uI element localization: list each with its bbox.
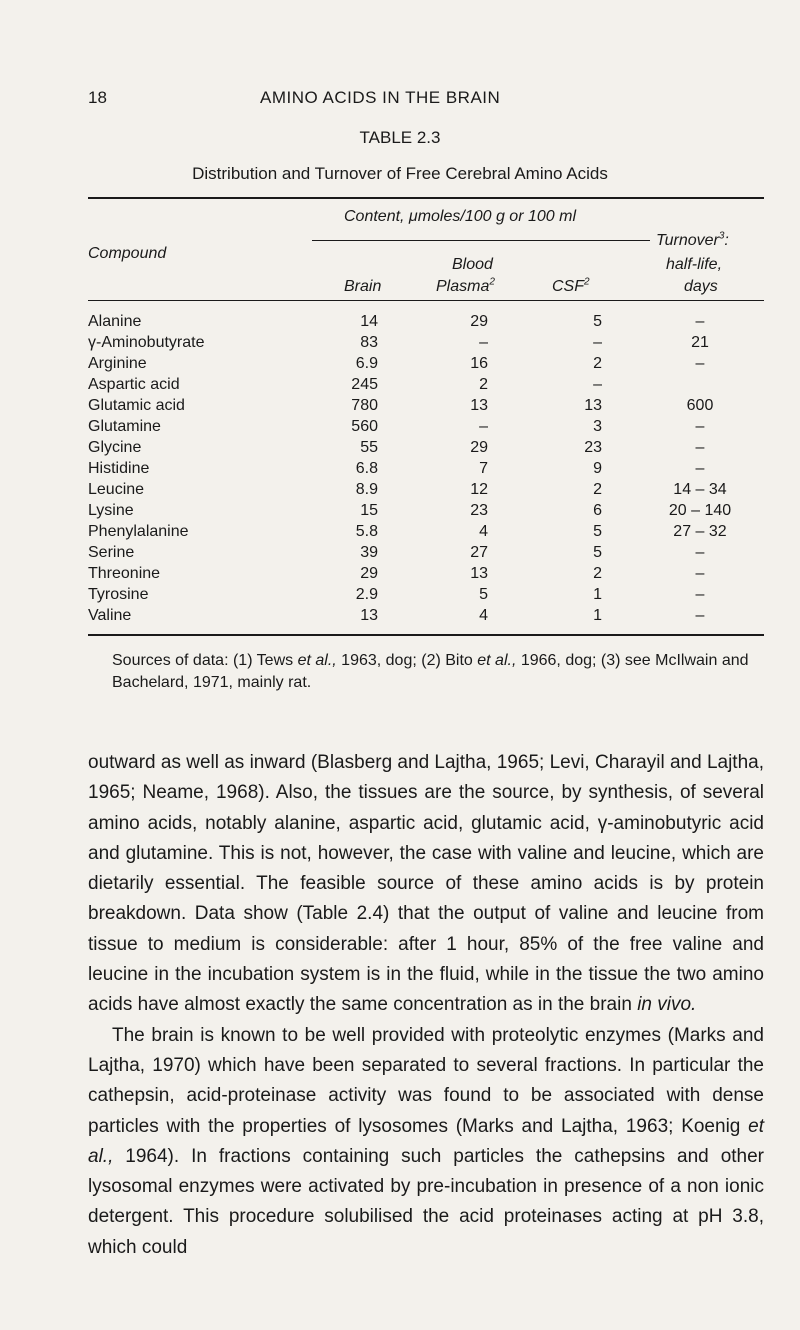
csf-cell: 5 xyxy=(593,544,602,561)
header-days: days xyxy=(684,278,718,295)
table-row xyxy=(0,439,800,460)
header-brain: Brain xyxy=(344,278,382,295)
turnover-cell: – xyxy=(695,544,705,561)
plasma-cell: 5 xyxy=(479,586,488,603)
brain-cell: 780 xyxy=(351,397,378,414)
table-row xyxy=(0,355,800,376)
table-bottom-rule xyxy=(88,634,764,636)
csf-cell: 13 xyxy=(584,397,602,414)
compound-cell: Serine xyxy=(88,544,135,561)
compound-cell: γ-Aminobutyrate xyxy=(88,334,205,351)
header-blood: Blood xyxy=(452,256,493,273)
brain-cell: 6.9 xyxy=(355,355,378,372)
plasma-cell: 2 xyxy=(479,376,488,393)
table-row xyxy=(0,376,800,397)
paragraph: outward as well as inward (Blasberg and Lajtha, 1965; Levi, Charayil and Lajtha, 1965; Neame, 1968). Also, the tissues are the source, by synthesis, of several amino acids, notably alanine, aspartic acid, glutamic acid, γ-aminobutyric acid and glutamine. This is not, however, the case with valine and leucine, which are dietarily essential. The feasible source of these amino acids is by protein breakdown. Data show (Table 2.4) that the output of valine and leucine from tissue to medium is considerable: after 1 hour, 85% of the free valine and leucine in the incubation system is in the fluid, while in the tissue the two amino acids have almost exactly the same concentration as in the brain in vivo. xyxy=(88,752,764,1016)
brain-cell: 55 xyxy=(360,439,378,456)
table-top-rule xyxy=(88,197,764,199)
csf-cell: – xyxy=(593,376,602,393)
plasma-cell: 4 xyxy=(479,607,488,624)
plasma-cell: 7 xyxy=(479,460,488,477)
body-text xyxy=(88,748,764,1263)
brain-cell: 2.9 xyxy=(355,586,378,603)
csf-cell: 2 xyxy=(593,355,602,372)
plasma-cell: – xyxy=(479,334,488,351)
csf-cell: 5 xyxy=(593,523,602,540)
table-row xyxy=(0,502,800,523)
table-row xyxy=(0,565,800,586)
csf-cell: 6 xyxy=(593,502,602,519)
turnover-cell: 14 – 34 xyxy=(673,481,727,498)
csf-cell: 2 xyxy=(593,481,602,498)
paragraph: The brain is known to be well provided with proteolytic enzymes (Marks and Lajtha, 1970) which have been separated to several fractions. In particular the cathepsin, acid-proteinase activity was found to be associated with dense particles with the properties of lysosomes (Marks and Lajtha, 1963; Koenig et al., 1964). In fractions containing such particles the cathepsins and other lysosomal enzymes were activated by pre-incubation in presence of a non ionic detergent. This procedure solubilised the acid proteinases acting at pH 3.8, which could xyxy=(88,1024,764,1258)
table-row xyxy=(0,334,800,355)
compound-cell: Histidine xyxy=(88,460,150,477)
header-turnover: Turnover$^3$: xyxy=(656,230,729,249)
plasma-cell: 13 xyxy=(470,397,488,414)
turnover-cell: – xyxy=(695,355,705,372)
header-bottom-rule xyxy=(88,300,764,301)
table-row xyxy=(0,418,800,439)
turnover-cell: 600 xyxy=(686,397,714,414)
plasma-cell: 13 xyxy=(470,565,488,582)
table-caption: Distribution and Turnover of Free Cerebral Amino Acids xyxy=(192,164,608,183)
turnover-cell: – xyxy=(695,439,705,456)
header-content-rule xyxy=(312,240,650,241)
turnover-cell: – xyxy=(695,607,705,624)
brain-cell: 6.8 xyxy=(355,460,378,477)
compound-cell: Glutamine xyxy=(88,418,161,435)
brain-cell: 83 xyxy=(360,334,378,351)
brain-cell: 8.9 xyxy=(355,481,378,498)
running-title: AMINO ACIDS IN THE BRAIN xyxy=(260,88,501,107)
header-csf: CSF$^2$ xyxy=(552,276,590,295)
table-row xyxy=(0,586,800,607)
csf-cell: – xyxy=(593,334,602,351)
page-number: 18 xyxy=(88,88,107,107)
csf-cell: 3 xyxy=(593,418,602,435)
header-plasma: Plasma$^2$ xyxy=(436,276,495,295)
plasma-cell: 4 xyxy=(479,523,488,540)
compound-cell: Valine xyxy=(88,607,132,624)
table-row xyxy=(0,607,800,628)
csf-cell: 5 xyxy=(593,313,602,330)
plasma-cell: 23 xyxy=(470,502,488,519)
csf-cell: 2 xyxy=(593,565,602,582)
brain-cell: 245 xyxy=(351,376,378,393)
turnover-cell: 21 xyxy=(691,334,709,351)
brain-cell: 29 xyxy=(360,565,378,582)
table-sources: Sources of data: (1) Tews et al., 1963, dog; (2) Bito et al., 1966, dog; (3) see McIlwain and Bachelard, 1971, mainly rat. xyxy=(112,652,749,691)
compound-cell: Arginine xyxy=(88,355,147,372)
turnover-cell: – xyxy=(695,313,705,330)
compound-cell: Leucine xyxy=(88,481,145,498)
compound-cell: Threonine xyxy=(88,565,161,582)
plasma-cell: 27 xyxy=(470,544,488,561)
compound-cell: Aspartic acid xyxy=(88,376,180,393)
table-row xyxy=(0,313,800,334)
turnover-cell: – xyxy=(695,460,705,477)
brain-cell: 5.8 xyxy=(355,523,378,540)
table-row xyxy=(0,523,800,544)
table-row xyxy=(0,544,800,565)
table-row xyxy=(0,397,800,418)
csf-cell: 9 xyxy=(593,460,602,477)
header-content-group: Content, μmoles/100 g or 100 ml xyxy=(344,208,576,225)
plasma-cell: 29 xyxy=(470,439,488,456)
compound-cell: Alanine xyxy=(88,313,142,330)
brain-cell: 39 xyxy=(360,544,378,561)
brain-cell: 15 xyxy=(360,502,378,519)
csf-cell: 23 xyxy=(584,439,602,456)
table-row xyxy=(0,460,800,481)
plasma-cell: 29 xyxy=(470,313,488,330)
turnover-cell: 27 – 32 xyxy=(673,523,727,540)
turnover-cell: – xyxy=(695,586,705,603)
compound-cell: Lysine xyxy=(88,502,134,519)
plasma-cell: – xyxy=(479,418,488,435)
brain-cell: 13 xyxy=(360,607,378,624)
table-number: TABLE 2.3 xyxy=(359,128,441,147)
turnover-cell: 20 – 140 xyxy=(668,502,732,519)
plasma-cell: 16 xyxy=(470,355,488,372)
compound-cell: Tyrosine xyxy=(88,586,149,603)
turnover-cell: – xyxy=(695,565,705,582)
compound-cell: Glycine xyxy=(88,439,142,456)
brain-cell: 14 xyxy=(360,313,378,330)
brain-cell: 560 xyxy=(351,418,378,435)
csf-cell: 1 xyxy=(593,586,602,603)
compound-cell: Phenylalanine xyxy=(88,523,189,540)
table-row xyxy=(0,481,800,502)
plasma-cell: 12 xyxy=(470,481,488,498)
header-compound: Compound xyxy=(88,245,167,262)
compound-cell: Glutamic acid xyxy=(88,397,185,414)
header-halflife: half-life, xyxy=(666,256,723,273)
turnover-cell: – xyxy=(695,418,705,435)
csf-cell: 1 xyxy=(593,607,602,624)
